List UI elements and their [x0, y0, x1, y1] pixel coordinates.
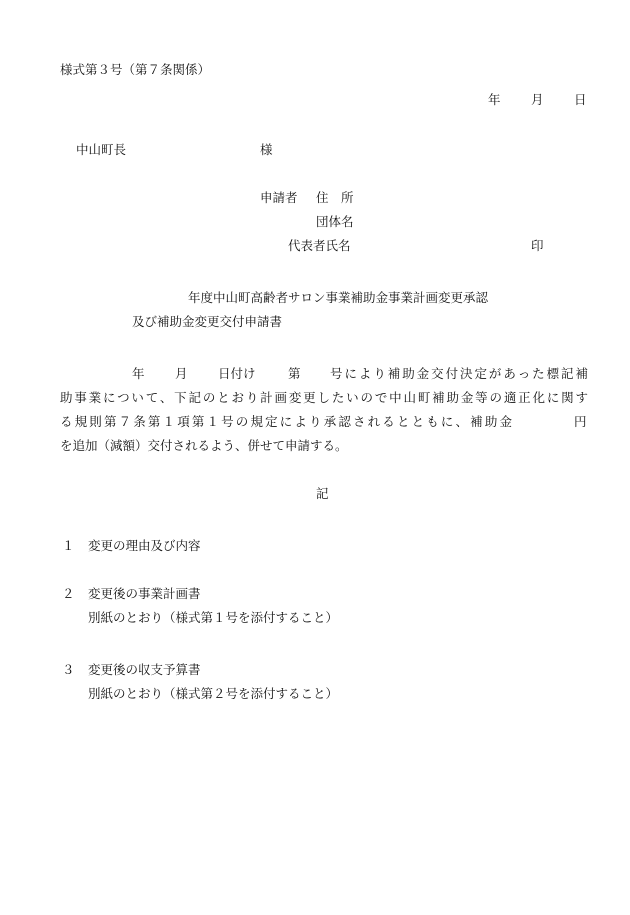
item-note: 別紙のとおり（様式第２号を添付すること） [88, 686, 339, 701]
item-title: 変更の理由及び内容 [88, 538, 201, 553]
seal-mark: 印 [531, 238, 544, 253]
addressee-honorific: 様 [260, 142, 273, 157]
body-number-dai: 第 [288, 366, 301, 381]
form-number-label: 様式第３号（第７条関係） [60, 62, 211, 77]
body-line3: る規則第７条第１項第１号の規定により承認されるとともに、補助金 [60, 414, 512, 429]
item-title: 変更後の収支予算書 [88, 662, 201, 677]
item-number: ３ [62, 662, 75, 677]
body-date-day: 日付け [218, 366, 256, 381]
body-line2: 助事業について、下記のとおり計画変更したいので中山町補助金等の適正化に関す [60, 390, 588, 405]
body-line1-rest: 号により補助金交付決定があった標記補 [330, 366, 588, 381]
body-date-year: 年 [132, 366, 145, 381]
applicant-group-label: 団体名 [316, 214, 354, 229]
item-note: 別紙のとおり（様式第１号を添付すること） [88, 610, 339, 625]
document-title-line2: 及び補助金変更交付申請書 [132, 314, 283, 329]
document-title-line1: 年度中山町高齢者サロン事業補助金事業計画変更承認 [188, 290, 489, 305]
date-month-label: 月 [531, 92, 544, 107]
date-day-label: 日 [574, 92, 587, 107]
ki-heading: 記 [316, 486, 329, 501]
item-number: １ [62, 538, 75, 553]
body-yen-unit: 円 [574, 414, 587, 429]
addressee-name: 中山町長 [76, 142, 127, 157]
applicant-label: 申請者 [260, 190, 298, 205]
date-year-label: 年 [488, 92, 501, 107]
item-title: 変更後の事業計画書 [88, 586, 201, 601]
applicant-address-label: 住 所 [316, 190, 354, 205]
item-number: ２ [62, 586, 75, 601]
applicant-representative-label: 代表者氏名 [288, 238, 351, 253]
body-line4: を追加（減額）交付されるよう、併せて申請する。 [60, 438, 348, 453]
body-paragraph [60, 386, 588, 410]
body-date-month: 月 [175, 366, 188, 381]
